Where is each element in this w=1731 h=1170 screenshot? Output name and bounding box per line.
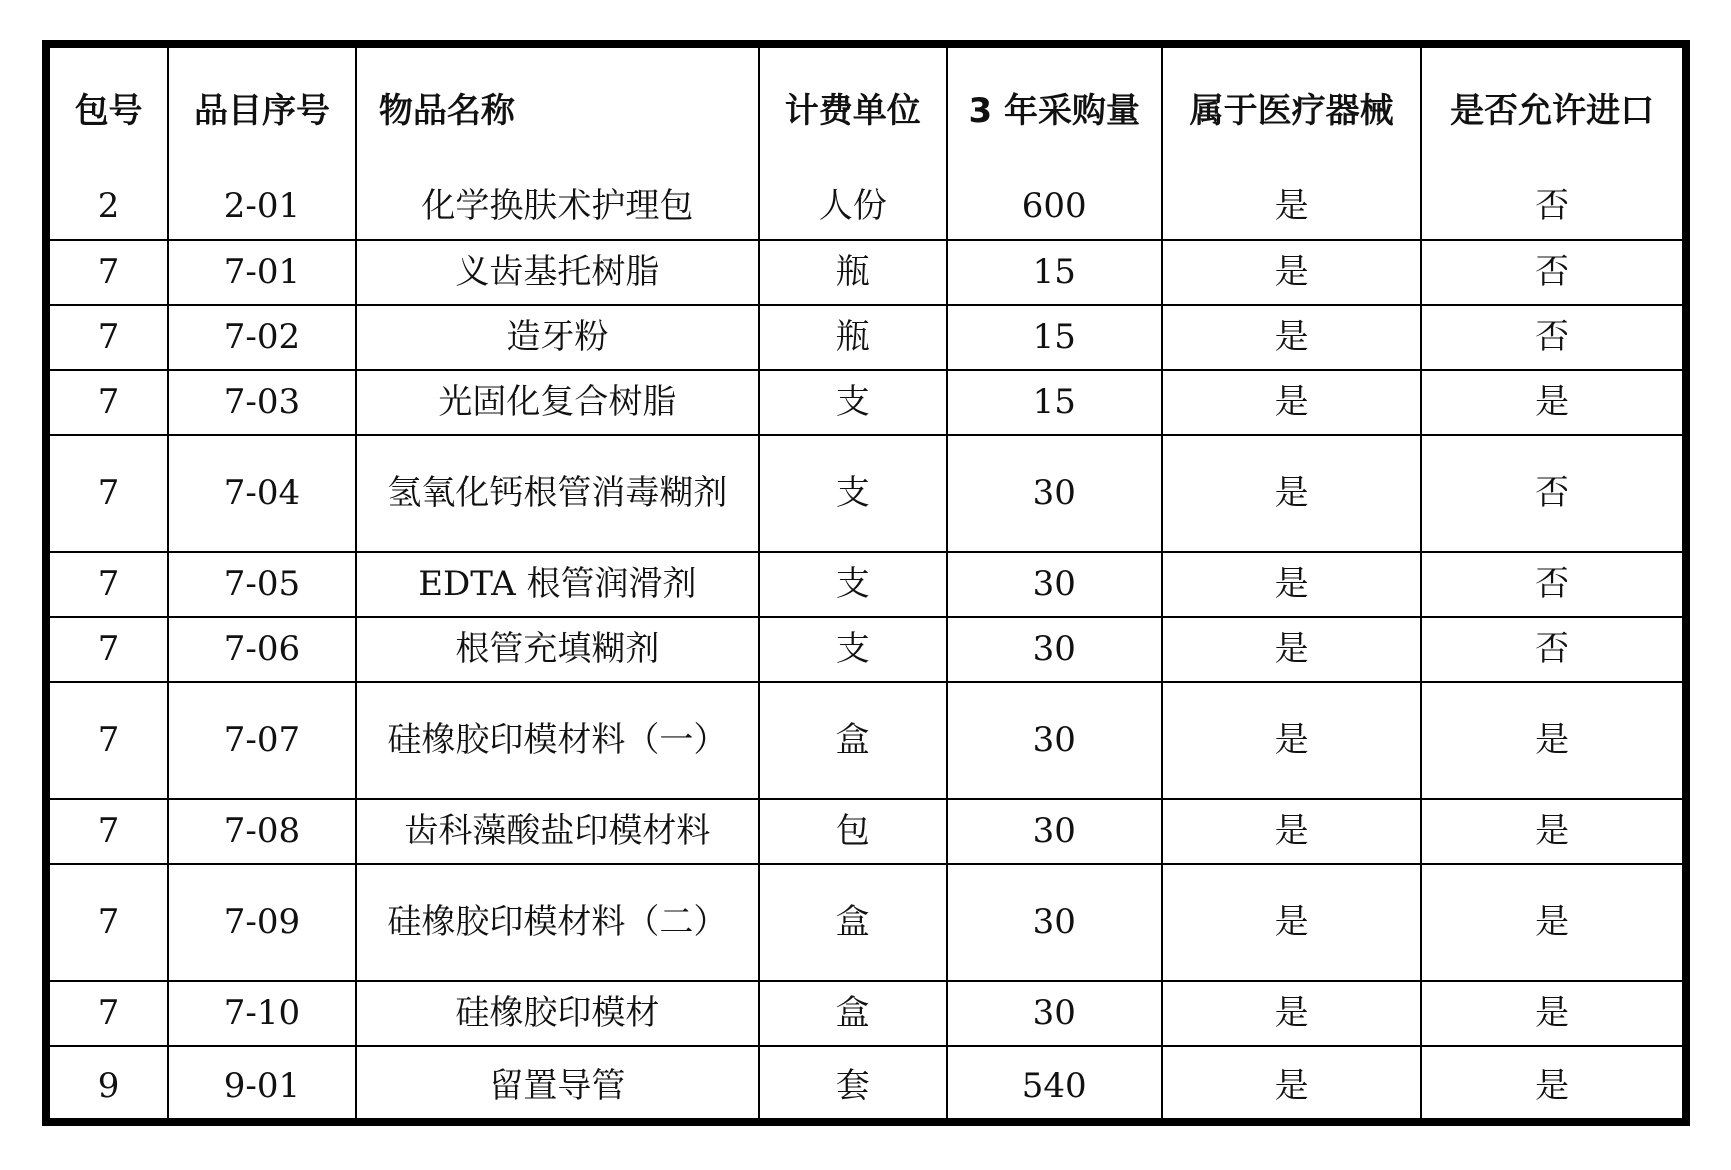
- cell-medical-device: 是: [1162, 435, 1421, 552]
- cell-item-name: 造牙粉: [356, 305, 759, 370]
- cell-item-no: 7-06: [168, 617, 356, 682]
- cell-3yr-quantity: 600: [947, 175, 1162, 240]
- cell-package-no: 7: [50, 617, 168, 682]
- table-row: [50, 175, 1682, 240]
- cell-billing-unit: 套: [759, 1046, 947, 1126]
- cell-import-allowed: 是: [1421, 981, 1682, 1046]
- cell-3yr-quantity: 30: [947, 617, 1162, 682]
- cell-medical-device: 是: [1162, 552, 1421, 617]
- cell-3yr-quantity: 15: [947, 305, 1162, 370]
- header-3yr-quantity: 3 年采购量: [947, 48, 1162, 175]
- procurement-table-frame: [42, 40, 1690, 1126]
- procurement-table: [50, 48, 1682, 1126]
- cell-import-allowed: 否: [1421, 240, 1682, 305]
- table-row: [50, 370, 1682, 435]
- cell-import-allowed: 否: [1421, 435, 1682, 552]
- cell-3yr-quantity: 30: [947, 435, 1162, 552]
- cell-item-no: 7-01: [168, 240, 356, 305]
- cell-package-no: 7: [50, 799, 168, 864]
- table-row: [50, 435, 1682, 552]
- table-row: [50, 617, 1682, 682]
- cell-medical-device: 是: [1162, 1046, 1421, 1126]
- cell-item-no: 9-01: [168, 1046, 356, 1126]
- cell-item-no: 7-08: [168, 799, 356, 864]
- table-row: [50, 864, 1682, 981]
- cell-billing-unit: 人份: [759, 175, 947, 240]
- cell-import-allowed: 是: [1421, 864, 1682, 981]
- table-row: [50, 552, 1682, 617]
- cell-item-name: 硅橡胶印模材料（二）: [356, 864, 759, 981]
- cell-import-allowed: 是: [1421, 682, 1682, 799]
- cell-import-allowed: 否: [1421, 175, 1682, 240]
- cell-3yr-quantity: 15: [947, 370, 1162, 435]
- cell-package-no: 9: [50, 1046, 168, 1126]
- cell-item-no: 7-10: [168, 981, 356, 1046]
- cell-package-no: 7: [50, 682, 168, 799]
- header-item-name: 物品名称: [356, 48, 759, 175]
- cell-item-name: 硅橡胶印模材: [356, 981, 759, 1046]
- cell-item-no: 7-07: [168, 682, 356, 799]
- cell-item-no: 2-01: [168, 175, 356, 240]
- cell-item-name: 硅橡胶印模材料（一）: [356, 682, 759, 799]
- cell-medical-device: 是: [1162, 799, 1421, 864]
- cell-item-name: 齿科藻酸盐印模材料: [356, 799, 759, 864]
- cell-billing-unit: 瓶: [759, 240, 947, 305]
- cell-package-no: 7: [50, 240, 168, 305]
- cell-medical-device: 是: [1162, 682, 1421, 799]
- cell-3yr-quantity: 30: [947, 682, 1162, 799]
- header-medical-device: 属于医疗器械: [1162, 48, 1421, 175]
- cell-item-name: 根管充填糊剂: [356, 617, 759, 682]
- cell-import-allowed: 否: [1421, 617, 1682, 682]
- cell-import-allowed: 是: [1421, 370, 1682, 435]
- cell-package-no: 7: [50, 435, 168, 552]
- cell-billing-unit: 盒: [759, 682, 947, 799]
- cell-medical-device: 是: [1162, 305, 1421, 370]
- header-item-no: 品目序号: [168, 48, 356, 175]
- cell-medical-device: 是: [1162, 617, 1421, 682]
- table-row: [50, 240, 1682, 305]
- cell-medical-device: 是: [1162, 981, 1421, 1046]
- header-billing-unit: 计费单位: [759, 48, 947, 175]
- cell-medical-device: 是: [1162, 175, 1421, 240]
- cell-package-no: 7: [50, 864, 168, 981]
- cell-item-no: 7-05: [168, 552, 356, 617]
- cell-medical-device: 是: [1162, 370, 1421, 435]
- cell-package-no: 7: [50, 305, 168, 370]
- cell-import-allowed: 是: [1421, 1046, 1682, 1126]
- cell-3yr-quantity: 540: [947, 1046, 1162, 1126]
- cell-billing-unit: 支: [759, 617, 947, 682]
- table-row: [50, 1046, 1682, 1126]
- header-import-allowed: 是否允许进口: [1421, 48, 1682, 175]
- cell-package-no: 7: [50, 552, 168, 617]
- table-row: [50, 305, 1682, 370]
- table-header-row: [50, 48, 1682, 175]
- cell-3yr-quantity: 30: [947, 799, 1162, 864]
- cell-billing-unit: 盒: [759, 981, 947, 1046]
- cell-billing-unit: 包: [759, 799, 947, 864]
- cell-item-no: 7-09: [168, 864, 356, 981]
- cell-billing-unit: 瓶: [759, 305, 947, 370]
- cell-item-name: 留置导管: [356, 1046, 759, 1126]
- cell-item-no: 7-02: [168, 305, 356, 370]
- cell-item-name: 义齿基托树脂: [356, 240, 759, 305]
- cell-item-no: 7-04: [168, 435, 356, 552]
- cell-3yr-quantity: 30: [947, 552, 1162, 617]
- table-row: [50, 981, 1682, 1046]
- header-package-no: 包号: [50, 48, 168, 175]
- cell-billing-unit: 支: [759, 370, 947, 435]
- cell-medical-device: 是: [1162, 240, 1421, 305]
- cell-package-no: 2: [50, 175, 168, 240]
- table-row: [50, 682, 1682, 799]
- cell-medical-device: 是: [1162, 864, 1421, 981]
- cell-package-no: 7: [50, 981, 168, 1046]
- table-row: [50, 799, 1682, 864]
- cell-item-name: 化学换肤术护理包: [356, 175, 759, 240]
- cell-import-allowed: 否: [1421, 305, 1682, 370]
- cell-item-no: 7-03: [168, 370, 356, 435]
- cell-billing-unit: 支: [759, 552, 947, 617]
- cell-billing-unit: 支: [759, 435, 947, 552]
- cell-import-allowed: 是: [1421, 799, 1682, 864]
- cell-3yr-quantity: 30: [947, 864, 1162, 981]
- cell-item-name: 氢氧化钙根管消毒糊剂: [356, 435, 759, 552]
- cell-3yr-quantity: 30: [947, 981, 1162, 1046]
- cell-billing-unit: 盒: [759, 864, 947, 981]
- cell-import-allowed: 否: [1421, 552, 1682, 617]
- cell-item-name: EDTA 根管润滑剂: [356, 552, 759, 617]
- cell-3yr-quantity: 15: [947, 240, 1162, 305]
- cell-item-name: 光固化复合树脂: [356, 370, 759, 435]
- cell-package-no: 7: [50, 370, 168, 435]
